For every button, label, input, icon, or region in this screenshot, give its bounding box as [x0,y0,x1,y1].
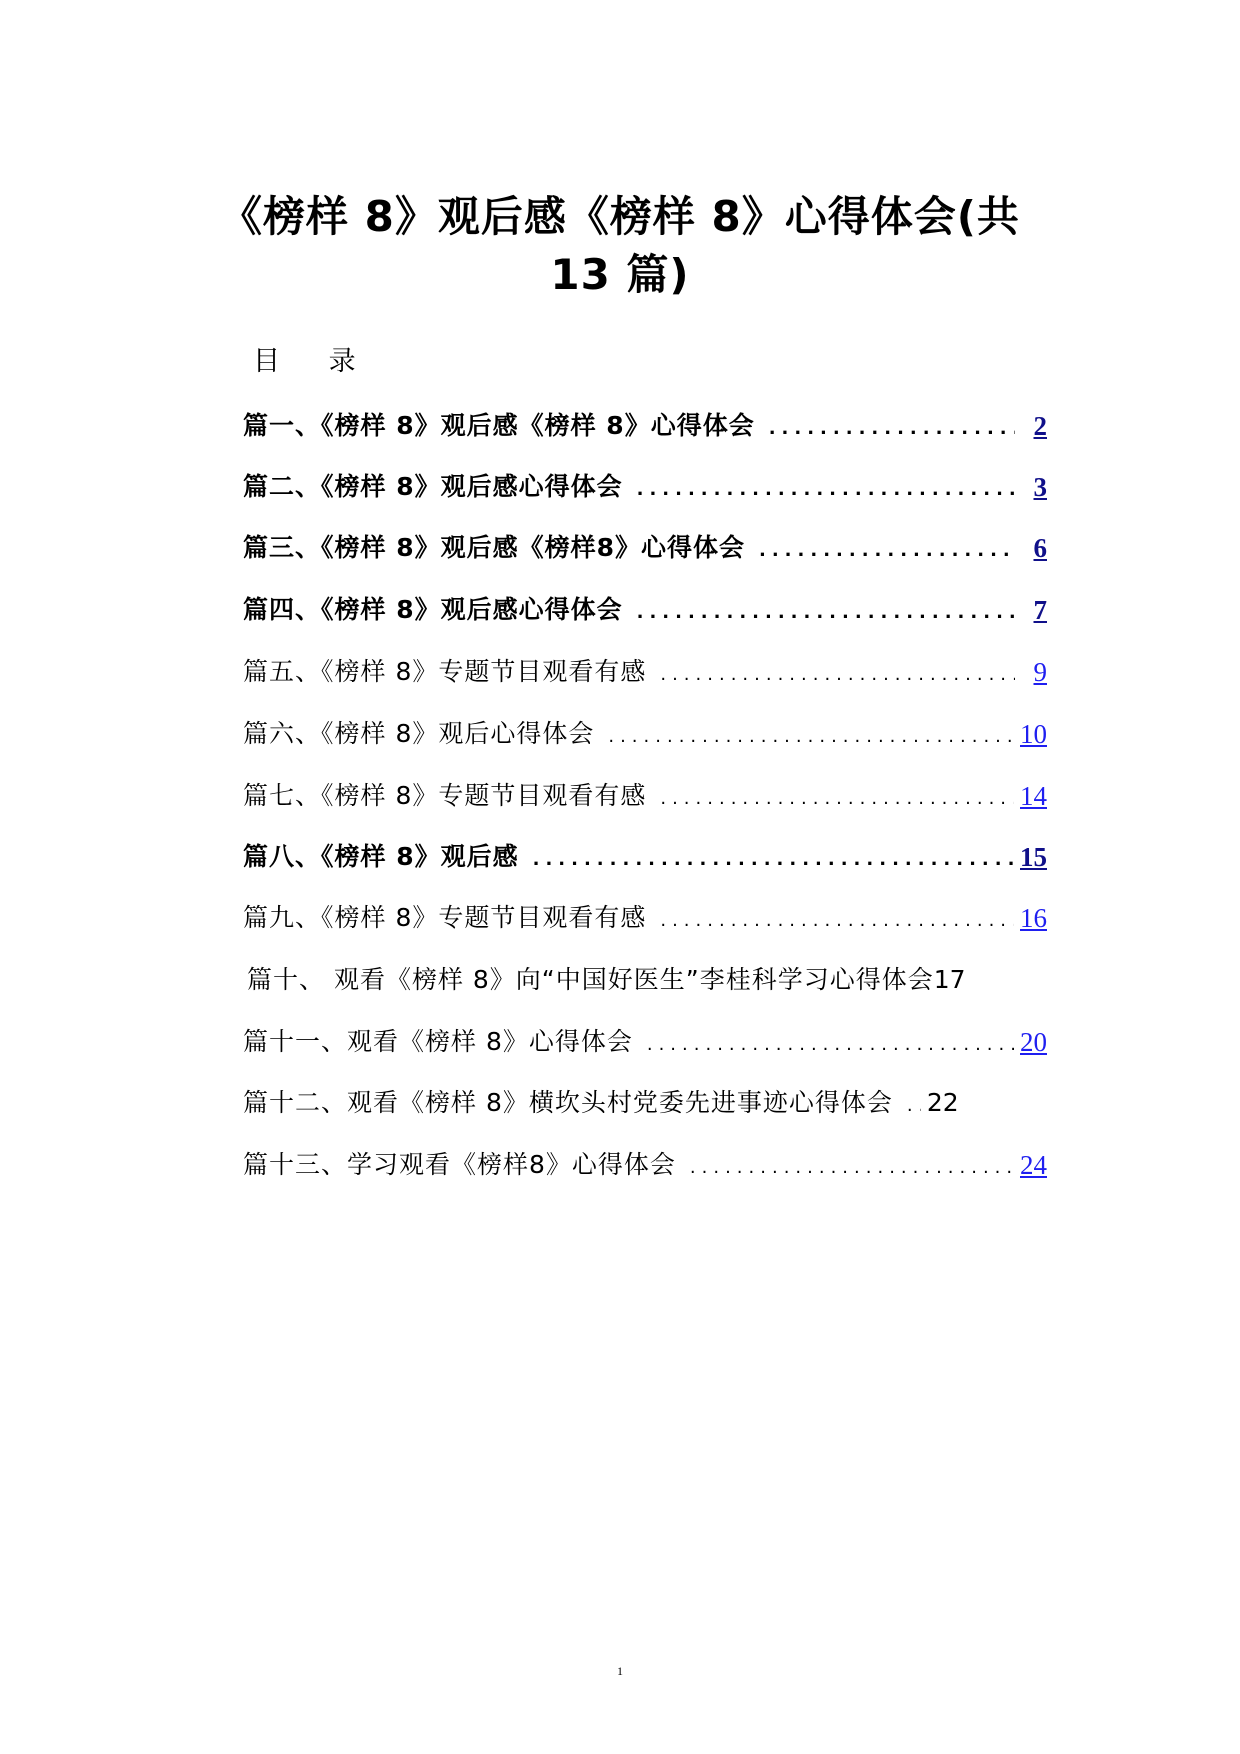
toc-page-link[interactable]: 10 [1020,719,1047,749]
toc-leader-dots [690,1153,1014,1183]
toc-entry-13[interactable] [243,1143,1047,1183]
toc-entry-12[interactable] [243,1081,1047,1121]
toc-page-link[interactable]: 14 [1020,781,1047,811]
toc-entry-label: 篇十、 观看《榜样 8》向“中国好医生”李桂科学习心得体会 [247,965,934,994]
toc-entry-11[interactable] [243,1020,1047,1060]
toc-leader-dots [660,784,1014,814]
toc-entry-1[interactable] [243,404,1047,444]
toc-entry-label: 篇十二、观看《榜样 8》横坎头村党委先进事迹心得体会 [243,1088,893,1117]
toc-leader-dots [647,1030,1014,1060]
toc-page-link[interactable]: 3 [1033,472,1047,502]
title-line-1: 《榜样 8》观后感《榜样 8》心得体会(共 [220,192,1020,241]
toc-leader-dots [660,906,1014,936]
toc-page-number: 17 [933,965,966,994]
toc-entry-7[interactable] [243,774,1047,814]
toc-entry-label: 篇二、《榜样 8》观后感心得体会 [243,472,623,501]
toc-entry-10[interactable] [247,958,1067,998]
toc-leader-dots [769,414,1015,444]
toc-page-link[interactable]: 24 [1020,1150,1047,1180]
toc-entry-label: 篇八、《榜样 8》观后感 [243,842,519,871]
toc-entry-label: 篇九、《榜样 8》专题节目观看有感 [243,903,647,932]
toc-leader-dots [533,845,1014,875]
page-number: 1 [617,1664,623,1678]
toc-entry-label: 篇七、《榜样 8》专题节目观看有感 [243,781,647,810]
toc-page-link[interactable]: 2 [1033,411,1047,441]
toc-entry-label: 篇十一、观看《榜样 8》心得体会 [243,1027,633,1056]
toc-entry-label: 篇五、《榜样 8》专题节目观看有感 [243,657,647,686]
title-line-2: 13 篇) [550,250,690,299]
toc-page-link[interactable]: 16 [1020,903,1047,933]
toc-heading: 目 录 [253,346,376,377]
toc-entry-4[interactable] [243,588,1047,628]
toc-leader-dots [660,660,1015,690]
toc-entry-5[interactable] [243,650,1047,690]
page-title [170,188,1070,304]
toc-entry-label: 篇一、《榜样 8》观后感《榜样 8》心得体会 [243,411,755,440]
toc-leader-dots [608,722,1014,752]
toc-page-link[interactable]: 6 [1033,533,1047,563]
toc-entry-3[interactable] [243,526,1047,566]
toc-page-number: 22 [926,1088,959,1117]
toc-leader-dots [637,598,1015,628]
toc-page-link[interactable]: 9 [1033,657,1047,687]
toc-entry-2[interactable] [243,465,1047,505]
toc-leader-dots [907,1091,921,1121]
toc-entry-label: 篇三、《榜样 8》观后感《榜样8》心得体会 [243,533,745,562]
toc-leader-dots [637,475,1015,505]
toc-entry-label: 篇四、《榜样 8》观后感心得体会 [243,595,623,624]
toc-entry-6[interactable] [243,712,1047,752]
toc-entry-8[interactable] [243,835,1047,875]
toc-entry-label: 篇六、《榜样 8》观后心得体会 [243,719,595,748]
toc-page-link[interactable]: 20 [1020,1027,1047,1057]
toc-entry-9[interactable] [243,896,1047,936]
toc-leader-dots [759,536,1015,566]
toc-entry-label: 篇十三、学习观看《榜样8》心得体会 [243,1150,676,1179]
toc-page-link[interactable]: 15 [1020,842,1047,872]
toc-page-link[interactable]: 7 [1033,595,1047,625]
